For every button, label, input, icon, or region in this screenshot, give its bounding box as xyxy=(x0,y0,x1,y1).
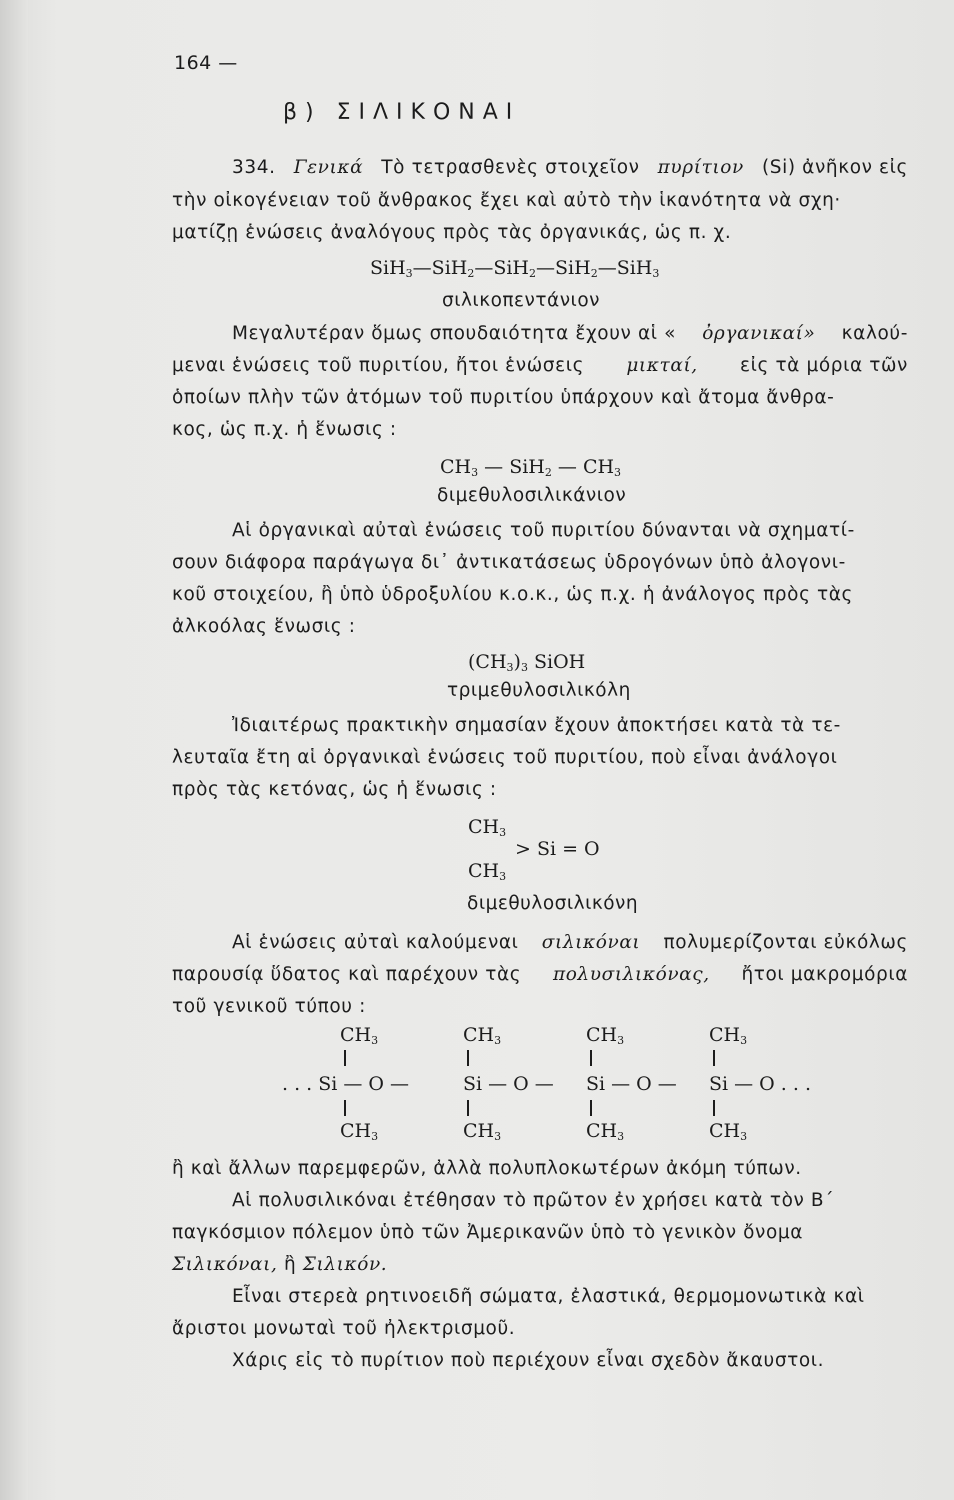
para4-line1: Ἰδιαιτέρως πρακτικὴν σημασίαν ἔχουν ἀποκτήσει κατὰ τὰ τε- xyxy=(232,715,841,736)
formula-silicopentane: SiH$_3$—SiH$_2$—SiH$_2$—SiH$_2$—SiH$_3$ xyxy=(370,257,660,280)
polymer-bottom-ch3-1: $CH_3$ xyxy=(340,1120,379,1143)
bond-top-3 xyxy=(590,1050,592,1066)
bond-bottom-2 xyxy=(467,1100,469,1116)
ketone-top-group: $CH_3$ xyxy=(468,816,507,839)
para1-line3: ματίζῃ ἑνώσεις ἀναλόγους πρὸς τὰς ὀργανικάς, ὡς π. χ. xyxy=(172,222,732,243)
bond-bottom-1 xyxy=(344,1100,346,1116)
para6-line4: Σιλικόναι, ἢ Σιλικόν. xyxy=(172,1254,388,1275)
emphasis-term: πυρίτιον xyxy=(657,157,744,178)
para-label: Γενικά xyxy=(293,157,364,178)
formula-trimethylsilanol: $(CH_3)_3$ SiOH xyxy=(468,651,586,674)
page-number: 164 — xyxy=(174,52,238,74)
para6-line3: παγκόσμιον πόλεμον ὑπὸ τῶν Ἀμερικανῶν ὑπὸ τὸ γενικὸν ὄνομα xyxy=(172,1222,804,1243)
para3-line4: ἀλκοόλας ἕνωσις : xyxy=(172,616,356,637)
emphasis-term: ὀργανικαί» xyxy=(702,323,816,344)
para2-line3: ὁποίων πλὴν τῶν ἀτόμων τοῦ πυριτίου ὑπάρχουν καὶ ἄτομα ἄνθρα- xyxy=(172,387,835,408)
para1-line1: 334. Γενικά Τὸ τετρασθενὲς στοιχεῖον πυρίτιον (Si) ἀνῆκον εἰς xyxy=(232,157,908,178)
polymer-bottom-ch3-2: $CH_3$ xyxy=(463,1120,502,1143)
section-heading: β) ΣΙΛΙΚΟΝΑΙ xyxy=(283,100,521,125)
para6-line1: ἢ καὶ ἄλλων παρεμφερῶν, ἀλλὰ πολυπλοκωτέρων ἀκόμη τύπων. xyxy=(172,1158,802,1179)
para4-line3: πρὸς τὰς κετόνας, ὡς ἡ ἕνωσις : xyxy=(172,779,497,800)
para1-line2: τὴν οἰκογένειαν τοῦ ἄνθρακος ἔχει καὶ αὐτὸ τὴν ἱκανότητα νὰ σχη· xyxy=(172,190,841,211)
polymer-chain-2: Si — O — xyxy=(463,1073,554,1095)
ketone-bottom-group: $CH_3$ xyxy=(468,860,507,883)
polymer-chain-3: Si — O — xyxy=(586,1073,677,1095)
emphasis-term: μικταί, xyxy=(626,355,698,376)
para3-line2: σουν διάφορα παράγωγα δι᾽ ἀντικατάσεως ὑδρογόνων ὑπὸ ἀλογονι- xyxy=(172,552,846,573)
bond-top-4 xyxy=(713,1050,715,1066)
compound-name-trimethylsilanol: τριμεθυλοσιλικόλη xyxy=(447,680,631,701)
para8-line1: Χάρις εἰς τὸ πυρίτιον ποὺ περιέχουν εἶναι σχεδὸν ἄκαυστοι. xyxy=(232,1350,825,1371)
ketone-silicon-oxygen: > Si = O xyxy=(515,838,600,860)
para7-line2: ἄριστοι μονωταὶ τοῦ ἠλεκτρισμοῦ. xyxy=(172,1318,516,1339)
polymer-bottom-ch3-3: $CH_3$ xyxy=(586,1120,625,1143)
bond-top-1 xyxy=(344,1050,346,1066)
para6-line2: Αἱ πολυσιλικόναι ἐτέθησαν τὸ πρῶτον ἐν χρήσει κατὰ τὸν Β΄ xyxy=(232,1190,835,1211)
polymer-bottom-ch3-4: $CH_3$ xyxy=(709,1120,748,1143)
polymer-chain-4: Si — O . . . xyxy=(709,1073,811,1095)
polymer-chain-1: . . . Si — O — xyxy=(282,1073,410,1095)
bond-bottom-3 xyxy=(590,1100,592,1116)
polymer-top-ch3-3: $CH_3$ xyxy=(586,1024,625,1047)
para4-line2: λευταῖα ἔτη αἱ ὀργανικαὶ ἑνώσεις τοῦ πυριτίου, ποὺ εἶναι ἀνάλογοι xyxy=(172,747,838,768)
formula-dimethylsilane: $CH_3$ — SiH$_2$ — $CH_3$ xyxy=(440,456,622,479)
bond-top-2 xyxy=(467,1050,469,1066)
para5-line1: Αἱ ἑνώσεις αὐταὶ καλούμεναι σιλικόναι πολυμερίζονται εὐκόλως xyxy=(232,932,908,953)
compound-name-dimethylsilane: διμεθυλοσιλικάνιον xyxy=(437,485,627,506)
polymer-top-ch3-2: $CH_3$ xyxy=(463,1024,502,1047)
para2-line4: κος, ὡς π.χ. ἡ ἕνωσις : xyxy=(172,419,397,440)
compound-name-ketone: διμεθυλοσιλικόνη xyxy=(467,893,639,914)
para2-line2: μεναι ἑνώσεις τοῦ πυριτίου, ἤτοι ἑνώσεις μικταί, εἰς τὰ μόρια τῶν xyxy=(172,355,908,376)
emphasis-term: πολυσιλικόνας, xyxy=(552,964,710,985)
polymer-top-ch3-1: $CH_3$ xyxy=(340,1024,379,1047)
para3-line1: Αἱ ὀργανικαὶ αὐταὶ ἑνώσεις τοῦ πυριτίου δύνανται νὰ σχηματί- xyxy=(232,520,855,541)
para7-line1: Εἶναι στερεὰ ρητινοειδῆ σώματα, ἐλαστικά, θερμομονωτικὰ καὶ xyxy=(232,1286,865,1307)
bond-bottom-4 xyxy=(713,1100,715,1116)
polymer-top-ch3-4: $CH_3$ xyxy=(709,1024,748,1047)
emphasis-term: σιλικόναι xyxy=(541,932,641,953)
para-number: 334. xyxy=(232,157,276,178)
page-binding-shadow xyxy=(0,0,28,1500)
para5-line2: παρουσίᾳ ὕδατος καὶ παρέχουν τὰς πολυσιλικόνας, ἤτοι μακρομόρια xyxy=(172,964,908,985)
emphasis-term: Σιλικόν. xyxy=(302,1254,388,1275)
para2-line1: Μεγαλυτέραν ὅμως σπουδαιότητα ἔχουν αἱ « ὀργανικαί» καλού- xyxy=(232,323,908,344)
emphasis-term: Σιλικόναι, xyxy=(172,1254,278,1275)
para5-line3: τοῦ γενικοῦ τύπου : xyxy=(172,996,366,1017)
compound-name-silicopentane: σιλικοπεντάνιον xyxy=(442,290,600,311)
para3-line3: κοῦ στοιχείου, ἢ ὑπὸ ὑδροξυλίου κ.ο.κ., ὡς π.χ. ἡ ἀνάλογος πρὸς τὰς xyxy=(172,584,853,605)
